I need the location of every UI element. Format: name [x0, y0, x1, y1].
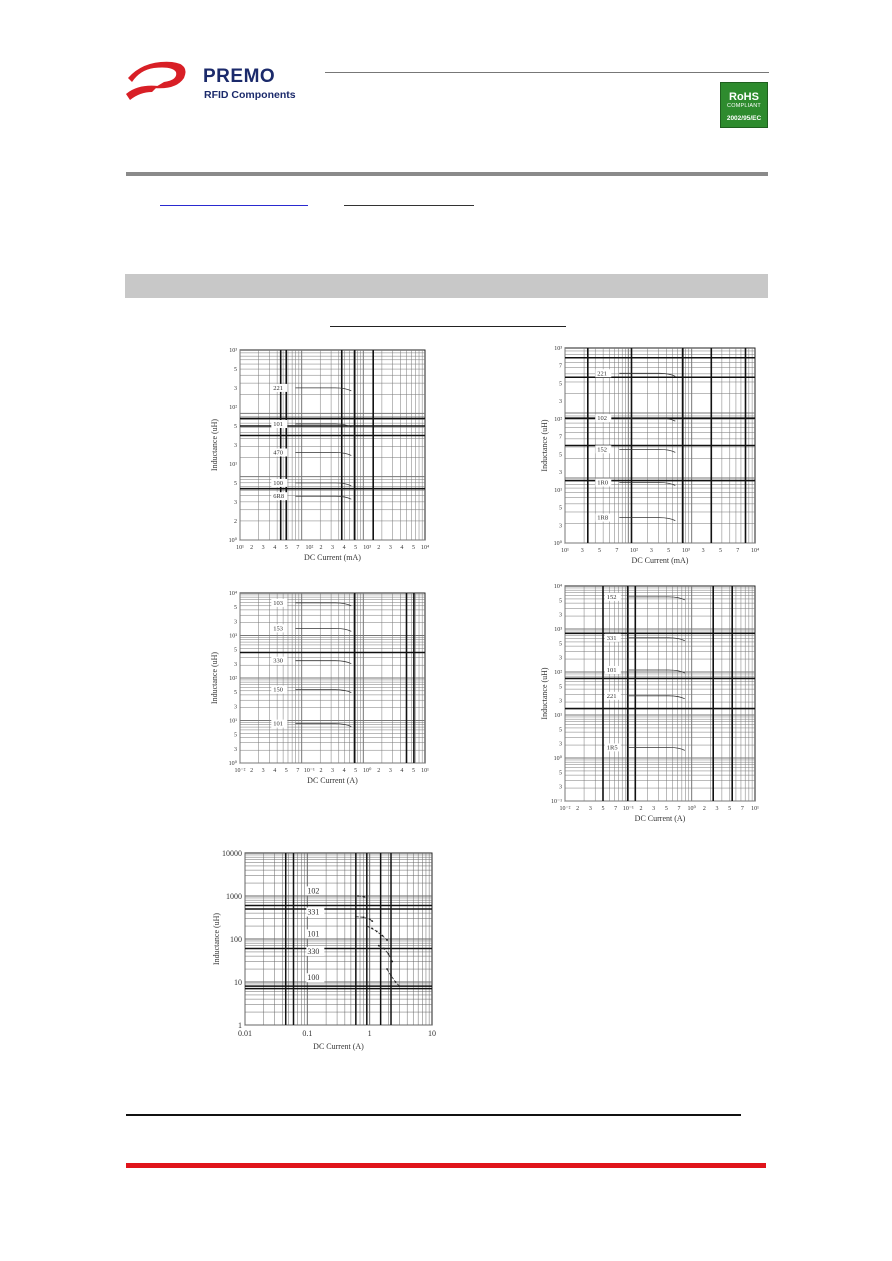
data-point — [378, 945, 380, 947]
plot-frame — [240, 350, 425, 540]
x-tick-label: 2 — [639, 806, 643, 812]
x-tick-label: 10² — [305, 545, 314, 551]
y-tick-label: 5 — [559, 770, 562, 777]
series-label: 101 — [273, 720, 284, 728]
data-point — [366, 897, 368, 899]
y-tick-label: 3 — [234, 443, 237, 449]
y-tick-label: 3 — [234, 704, 237, 711]
x-tick-label: 2 — [250, 545, 254, 551]
series-curve — [295, 724, 351, 727]
rohs-title: RoHS — [729, 91, 759, 103]
y-tick-label: 2 — [234, 519, 237, 525]
x-tick-label: 3 — [261, 545, 265, 551]
chart-4 — [535, 580, 770, 830]
header-rule — [325, 72, 769, 73]
x-tick-label: 5 — [411, 768, 415, 774]
x-tick-label: 5 — [284, 768, 288, 774]
x-tick-label: 10³ — [363, 545, 372, 551]
x-tick-label: 7 — [296, 545, 300, 551]
y-tick-label: 7 — [559, 363, 562, 370]
x-tick-label: 10¹ — [751, 806, 759, 812]
section-header-bar — [125, 274, 768, 298]
y-tick-label: 3 — [559, 612, 562, 619]
x-tick-label: 3 — [588, 806, 592, 812]
x-tick-label: 4 — [400, 768, 404, 774]
y-tick-label: 5 — [559, 641, 562, 648]
x-tick-label: 7 — [614, 806, 618, 812]
y-tick-label: 3 — [559, 741, 562, 748]
y-tick-label: 5 — [234, 690, 237, 697]
series-curve — [295, 388, 351, 391]
data-point — [363, 896, 365, 898]
y-tick-label: 1 — [238, 1021, 242, 1030]
x-axis-label: DC Current (mA) — [631, 556, 689, 565]
x-tick-label: 3 — [701, 548, 705, 554]
series-label: 221 — [597, 370, 608, 378]
x-tick-label: 5 — [354, 545, 358, 551]
x-axis-label: DC Current (A) — [313, 1042, 364, 1051]
brand-subtitle: RFID Components — [204, 89, 296, 101]
data-point — [395, 981, 397, 983]
x-tick-label: 10¹ — [561, 548, 569, 554]
data-point — [399, 985, 401, 987]
series-curve — [629, 747, 685, 750]
series-label: 221 — [606, 692, 617, 700]
y-tick-label: 10¹ — [554, 487, 562, 494]
y-tick-label: 3 — [559, 470, 562, 477]
y-tick-label: 3 — [234, 661, 237, 668]
y-axis-label: Inductance (uH) — [210, 651, 219, 705]
y-tick-label: 5 — [559, 727, 562, 734]
y-axis-label: Inductance (uH) — [540, 419, 549, 472]
y-tick-label: 5 — [234, 605, 237, 612]
rohs-directive: 2002/95/EC — [726, 115, 762, 122]
y-tick-label: 10³ — [554, 346, 562, 352]
series-label: 101 — [307, 929, 320, 939]
x-tick-label: 10⁻¹ — [622, 806, 634, 812]
series-curve — [629, 696, 685, 699]
data-point — [388, 953, 390, 955]
data-point — [371, 928, 373, 930]
data-point — [386, 939, 388, 941]
rohs-compliant: COMPLIANT — [727, 103, 761, 109]
x-tick-label: 5 — [284, 545, 288, 551]
series-label: 101 — [606, 667, 617, 674]
x-tick-label: 3 — [261, 768, 265, 774]
x-tick-label: 2 — [377, 545, 381, 551]
data-point — [390, 975, 392, 977]
y-tick-label: 3 — [234, 746, 237, 753]
series-curve — [629, 597, 685, 600]
y-tick-label: 3 — [234, 386, 237, 392]
x-tick-label: 2 — [377, 768, 381, 774]
x-tick-label: 2 — [576, 806, 580, 812]
y-axis-label: Inductance (uH) — [210, 418, 219, 472]
series-label: 1R8 — [597, 514, 609, 522]
x-tick-label: 5 — [728, 806, 732, 812]
x-tick-label: 2 — [319, 768, 323, 774]
y-tick-label: 10⁰ — [228, 761, 237, 767]
y-tick-label: 10⁰ — [553, 756, 562, 762]
y-tick-label: 10⁰ — [553, 541, 562, 547]
y-tick-label: 10¹ — [229, 718, 237, 725]
series-label: 331 — [307, 907, 320, 917]
y-tick-label: 3 — [234, 500, 237, 506]
series-label: 102 — [597, 415, 608, 423]
y-tick-label: 5 — [234, 367, 237, 373]
chart-1-plot — [210, 348, 429, 562]
x-tick-label: 5 — [601, 806, 605, 812]
y-tick-label: 7 — [559, 434, 562, 441]
y-tick-label: 10² — [554, 416, 562, 423]
series-label: 101 — [273, 421, 284, 428]
series-label: 153 — [273, 625, 284, 633]
y-tick-label: 10³ — [554, 627, 562, 633]
data-point — [386, 968, 388, 970]
y-tick-label: 5 — [559, 598, 562, 605]
x-tick-label: 3 — [388, 768, 392, 774]
premo-logo — [124, 58, 194, 104]
x-tick-label: 10⁴ — [420, 545, 430, 551]
x-tick-label: 7 — [677, 806, 681, 812]
series-label: 1R0 — [597, 479, 609, 487]
x-tick-label: 4 — [342, 768, 346, 774]
series-curve — [295, 628, 351, 631]
x-tick-label: 2 — [702, 806, 706, 812]
y-tick-label: 5 — [559, 452, 562, 459]
chart-2 — [535, 342, 770, 567]
series-label: 103 — [273, 599, 284, 607]
chart-5-plot — [212, 849, 436, 1051]
series-label: 330 — [273, 657, 284, 665]
series-label: 221 — [273, 384, 284, 392]
link-underline-1[interactable] — [160, 205, 308, 206]
x-tick-label: 4 — [342, 545, 346, 551]
x-tick-label: 3 — [652, 806, 656, 812]
x-axis-label: DC Current (A) — [634, 814, 686, 823]
series-line-100 — [387, 969, 399, 986]
data-point — [363, 916, 365, 918]
series-label: 1R5 — [606, 744, 618, 752]
x-tick-label: 5 — [598, 548, 602, 554]
brand-name: PREMO — [203, 66, 276, 87]
x-tick-label: 10³ — [682, 548, 690, 554]
y-tick-label: 5 — [559, 684, 562, 691]
series-label: 100 — [273, 479, 284, 487]
series-label: 331 — [606, 634, 617, 642]
y-tick-label: 5 — [234, 424, 237, 430]
y-tick-label: 10⁴ — [553, 584, 562, 590]
x-tick-label: 1 — [367, 1029, 372, 1038]
series-label: 152 — [597, 446, 608, 454]
y-axis-label: Inductance (uH) — [212, 912, 221, 966]
x-tick-label: 5 — [411, 545, 415, 551]
y-tick-label: 3 — [559, 698, 562, 705]
chart-1 — [205, 342, 435, 567]
y-tick-label: 10⁴ — [228, 591, 237, 597]
y-tick-label: 10² — [554, 670, 562, 676]
x-tick-label: 5 — [354, 768, 358, 774]
y-tick-label: 5 — [234, 647, 237, 654]
x-tick-label: 2 — [319, 545, 323, 551]
data-point — [357, 895, 359, 897]
y-tick-label: 5 — [234, 732, 237, 739]
series-label: 150 — [273, 686, 284, 694]
y-tick-label: 5 — [234, 481, 237, 487]
x-tick-label: 3 — [715, 806, 719, 812]
series-curve — [295, 661, 351, 664]
x-tick-label: 10² — [630, 548, 638, 554]
y-tick-label: 3 — [559, 784, 562, 791]
x-tick-label: 10⁰ — [687, 806, 696, 812]
x-tick-label: 0.01 — [238, 1029, 252, 1038]
x-tick-label: 3 — [331, 545, 334, 551]
series-curve — [295, 603, 351, 606]
y-tick-label: 3 — [559, 523, 562, 530]
y-axis-label: Inductance (uH) — [540, 667, 549, 720]
x-tick-label: 2 — [250, 768, 254, 774]
y-tick-label: 10¹ — [554, 713, 562, 719]
chart-3 — [205, 585, 435, 795]
y-tick-label: 10² — [229, 676, 237, 682]
x-tick-label: 4 — [400, 545, 404, 551]
chart-3-plot — [210, 591, 429, 785]
chart-4-plot — [540, 584, 759, 823]
y-tick-label: 1000 — [226, 892, 242, 901]
y-tick-label: 5 — [559, 381, 562, 388]
data-point — [391, 961, 393, 963]
x-tick-label: 10 — [428, 1029, 436, 1038]
x-tick-label: 7 — [296, 768, 300, 774]
x-axis-label: DC Current (A) — [307, 776, 358, 785]
series-label: 152 — [606, 593, 617, 601]
data-point — [366, 925, 368, 927]
x-tick-label: 7 — [740, 806, 744, 812]
x-tick-label: 10¹ — [421, 768, 429, 774]
x-tick-label: 3 — [580, 548, 584, 554]
x-tick-label: 5 — [667, 548, 671, 554]
y-tick-label: 3 — [234, 619, 237, 626]
y-tick-label: 10⁰ — [228, 538, 237, 544]
plot-frame — [565, 586, 755, 801]
x-tick-label: 4 — [273, 768, 277, 774]
series-curve — [629, 638, 685, 641]
x-tick-label: 10⁻² — [559, 806, 571, 812]
y-tick-label: 100 — [230, 935, 242, 944]
data-point — [381, 935, 383, 937]
chart-2-plot — [540, 346, 759, 565]
series-label: 100 — [307, 973, 320, 983]
footer-rule — [126, 1114, 741, 1116]
data-point — [383, 948, 385, 950]
x-tick-label: 10⁻² — [234, 768, 246, 774]
y-tick-label: 3 — [559, 399, 562, 406]
header-divider — [126, 172, 768, 176]
series-label: 102 — [307, 886, 320, 896]
y-tick-label: 10 — [234, 978, 242, 987]
x-tick-label: 3 — [649, 548, 653, 554]
y-tick-label: 10⁻¹ — [551, 799, 562, 805]
x-tick-label: 0.1 — [302, 1029, 313, 1038]
data-point — [376, 931, 378, 933]
y-tick-label: 10¹ — [229, 462, 237, 468]
data-point — [355, 916, 357, 918]
x-tick-label: 10¹ — [236, 545, 244, 551]
rohs-badge — [720, 82, 768, 128]
series-curve — [295, 453, 351, 456]
x-tick-label: 5 — [664, 806, 668, 812]
x-tick-label: 3 — [331, 768, 334, 774]
y-tick-label: 10³ — [229, 348, 237, 354]
series-label: 470 — [273, 449, 284, 457]
data-point — [371, 920, 373, 922]
series-label: 6R8 — [273, 493, 285, 501]
x-tick-label: 10⁰ — [362, 768, 372, 774]
data-point — [369, 918, 371, 920]
series-curve — [295, 483, 351, 486]
y-tick-label: 3 — [559, 655, 562, 662]
x-tick-label: 5 — [718, 548, 722, 554]
x-tick-label: 4 — [273, 545, 277, 551]
series-label: 330 — [307, 946, 320, 956]
y-tick-label: 5 — [559, 505, 562, 512]
y-tick-label: 10³ — [229, 633, 237, 640]
section-title-underline — [330, 326, 566, 327]
x-tick-label: 10⁴ — [750, 548, 760, 554]
footer-red-bar — [126, 1163, 766, 1168]
link-underline-2[interactable] — [344, 205, 474, 206]
chart-5 — [205, 845, 440, 1060]
x-tick-label: 10⁻¹ — [303, 768, 315, 774]
y-tick-label: 10² — [229, 405, 237, 411]
series-curve — [295, 690, 351, 693]
y-tick-label: 10000 — [222, 849, 242, 858]
series-curve — [295, 496, 351, 499]
x-tick-label: 7 — [736, 548, 740, 554]
x-tick-label: 7 — [615, 548, 619, 554]
x-tick-label: 3 — [388, 545, 392, 551]
x-axis-label: DC Current (mA) — [304, 553, 361, 562]
